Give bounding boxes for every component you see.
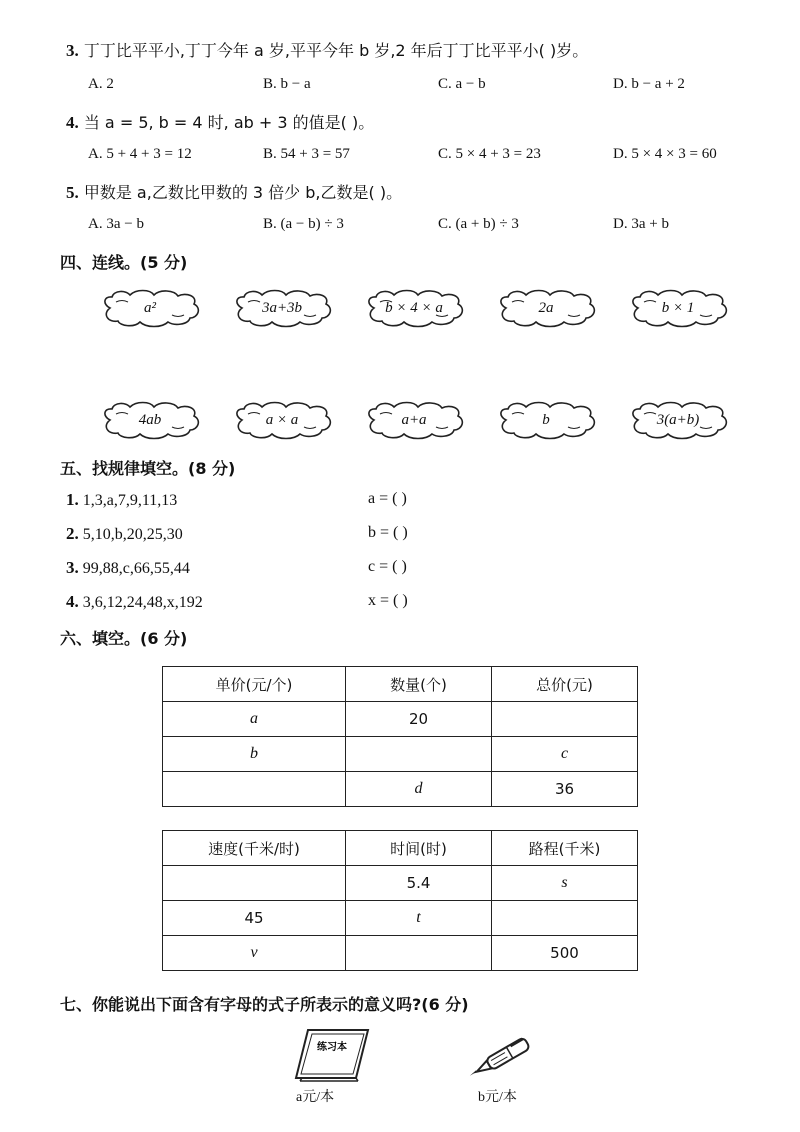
option-d: D. b − a + 2 — [613, 76, 685, 92]
pattern-item-1 — [66, 490, 177, 510]
expression-label: 4ab — [138, 412, 162, 428]
expression-cloud-bottom[interactable] — [230, 400, 334, 440]
table-cell: t — [346, 901, 492, 936]
pattern-sequence: 1,3,a,7,9,11,13 — [82, 492, 178, 509]
option-a: A. 5 + 4 + 3 = 12 — [88, 146, 192, 162]
header-cell: 数量(个) — [346, 667, 492, 702]
expression-label: b — [542, 412, 550, 428]
item-number: 3. — [66, 558, 79, 577]
pattern-answer-blank[interactable]: b = ( ) — [368, 524, 408, 541]
header-cell: 路程(千米) — [492, 831, 638, 866]
expression-cloud-top[interactable] — [626, 288, 730, 328]
notebook-icon — [292, 1026, 372, 1082]
question-3 — [66, 38, 588, 61]
question-number: 4. — [66, 113, 79, 132]
option-c: C. 5 × 4 + 3 = 23 — [438, 146, 541, 162]
question-number: 5. — [66, 183, 79, 202]
expression-cloud-bottom[interactable] — [494, 400, 598, 440]
pen-icon — [462, 1036, 538, 1084]
table-cell: c — [492, 737, 638, 772]
table-cell: 20 — [346, 702, 492, 737]
expression-label: 3a+3b — [261, 300, 303, 316]
notebook-caption: a元/本 — [296, 1090, 335, 1105]
expression-cloud-bottom[interactable] — [626, 400, 730, 440]
notebook-label: 练习本 — [317, 1042, 347, 1053]
table-cell: v — [163, 936, 346, 971]
expression-label: a² — [144, 300, 156, 316]
question-text: 甲数是 a,乙数比甲数的 3 倍少 b,乙数是( )。 — [83, 183, 403, 202]
header-cell: 总价(元) — [492, 667, 638, 702]
expression-cloud-bottom[interactable] — [362, 400, 466, 440]
expression-cloud-top[interactable] — [494, 288, 598, 328]
table-cell: 500 — [492, 936, 638, 971]
expression-label: a+a — [401, 412, 427, 428]
table-cell-blank[interactable] — [346, 737, 492, 772]
table-cell: b — [163, 737, 346, 772]
pattern-sequence: 3,6,12,24,48,x,192 — [82, 594, 203, 611]
table-cell: 5.4 — [346, 866, 492, 901]
question-text: 丁丁比平平小,丁丁今年 a 岁,平平今年 b 岁,2 年后丁丁比平平小( )岁。 — [83, 41, 589, 60]
table-cell-blank[interactable] — [492, 901, 638, 936]
expression-cloud-top[interactable] — [230, 288, 334, 328]
table-cell: 45 — [163, 901, 346, 936]
table-cell: 36 — [492, 772, 638, 807]
price-table — [162, 666, 638, 807]
option-b: B. 54 + 3 = 57 — [263, 146, 350, 162]
item-number: 2. — [66, 524, 79, 543]
option-a: A. 2 — [88, 76, 114, 92]
pattern-item-4 — [66, 592, 203, 612]
table-cell: s — [492, 866, 638, 901]
option-c: C. (a + b) ÷ 3 — [438, 216, 519, 232]
section-4-title: 四、连线。(5 分) — [60, 253, 188, 272]
pattern-sequence: 99,88,c,66,55,44 — [82, 560, 190, 577]
header-cell: 时间(时) — [346, 831, 492, 866]
option-b: B. b − a — [263, 76, 311, 92]
option-d: D. 3a + b — [613, 216, 669, 232]
pattern-item-2 — [66, 524, 183, 544]
pen-caption: b元/本 — [478, 1090, 517, 1105]
option-d: D. 5 × 4 × 3 = 60 — [613, 146, 717, 162]
section-7-title: 七、你能说出下面含有字母的式子所表示的意义吗?(6 分) — [60, 995, 469, 1014]
pattern-answer-blank[interactable]: x = ( ) — [368, 592, 408, 609]
question-5 — [66, 180, 402, 203]
table-cell: d — [346, 772, 492, 807]
pattern-sequence: 5,10,b,20,25,30 — [82, 526, 183, 543]
table-cell-blank[interactable] — [346, 936, 492, 971]
item-number: 1. — [66, 490, 79, 509]
header-cell: 速度(千米/时) — [163, 831, 346, 866]
option-c: C. a − b — [438, 76, 486, 92]
section-6-title: 六、填空。(6 分) — [60, 629, 188, 648]
table-cell-blank[interactable] — [163, 772, 346, 807]
question-number: 3. — [66, 41, 79, 60]
table-cell-blank[interactable] — [163, 866, 346, 901]
expression-cloud-top[interactable] — [98, 288, 202, 328]
expression-cloud-bottom[interactable] — [98, 400, 202, 440]
option-b: B. (a − b) ÷ 3 — [263, 216, 344, 232]
header-cell: 单价(元/个) — [163, 667, 346, 702]
expression-label: b × 1 — [661, 300, 695, 316]
option-a: A. 3a − b — [88, 216, 144, 232]
section-5-title: 五、找规律填空。(8 分) — [60, 459, 236, 478]
speed-table — [162, 830, 638, 971]
question-4 — [66, 110, 374, 133]
expression-label: 3(a+b) — [656, 412, 700, 428]
question-text: 当 a = 5, b = 4 时, ab + 3 的值是( )。 — [83, 113, 375, 132]
pattern-answer-blank[interactable]: a = ( ) — [368, 490, 407, 507]
pattern-answer-blank[interactable]: c = ( ) — [368, 558, 407, 575]
expression-cloud-top[interactable] — [362, 288, 466, 328]
expression-label: a × a — [265, 412, 299, 428]
table-cell: a — [163, 702, 346, 737]
expression-label: 2a — [538, 300, 554, 316]
item-number: 4. — [66, 592, 79, 611]
table-cell-blank[interactable] — [492, 702, 638, 737]
expression-label: b × 4 × a — [385, 300, 443, 316]
pattern-item-3 — [66, 558, 190, 578]
